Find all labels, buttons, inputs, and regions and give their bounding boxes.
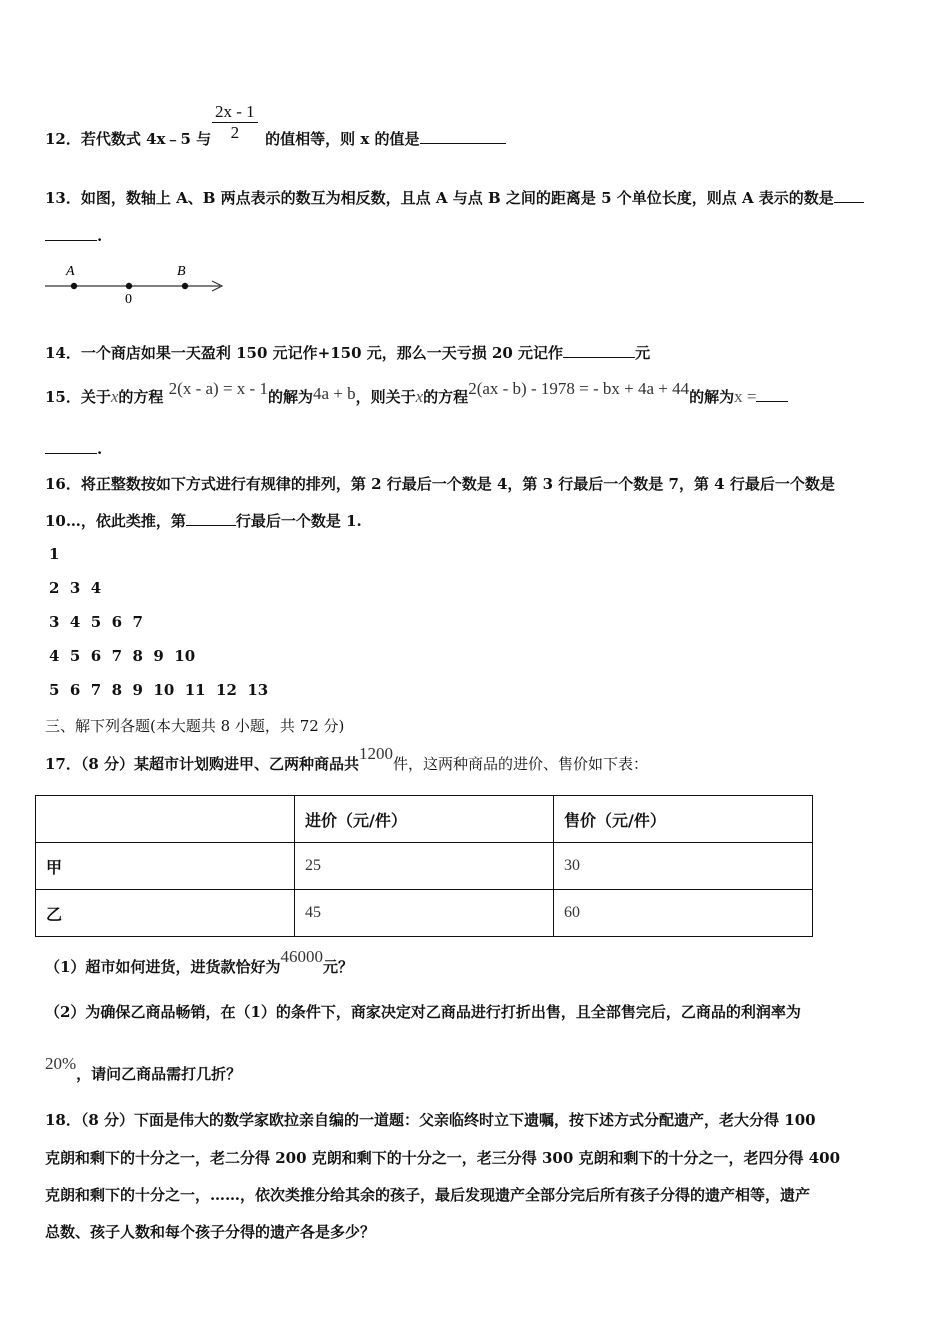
q12-suffix: 的值相等，则 x 的值是 [265, 130, 420, 148]
q14-prefix: 14．一个商店如果一天盈利 150 元记作+150 元，那么一天亏损 20 元记作 [45, 344, 564, 362]
q15-x2: x [415, 387, 424, 406]
q12-frac-numerator: 2x - 1 [212, 102, 258, 123]
price-table [35, 795, 813, 937]
q17-sub2-suffix: ，请问乙商品需打几折？ [76, 1065, 242, 1083]
table-header-cell: 进价（元/件） [295, 796, 554, 843]
table-header-cell: 售价（元/件） [554, 796, 813, 843]
q15-x1: x [110, 387, 119, 406]
q15-line2 [45, 440, 102, 458]
label-zero: 0 [125, 292, 132, 307]
q13-line2-end: . [97, 227, 103, 245]
table-cell: 60 [554, 890, 813, 937]
q14-question [45, 342, 650, 363]
q15-eq2: 2(ax - b) - 1978 = - bx + 4a + 44 [468, 379, 690, 398]
label-a: A [66, 264, 75, 279]
q18-line3: 克朗和剩下的十分之一，……，依次类推分给其余的孩子，最后发现遗产全部分完后所有孩子分得的遗产相等，遗产 [45, 1186, 811, 1204]
q17-sub2-line2 [45, 1054, 242, 1084]
table-row [36, 890, 813, 937]
q17-question [45, 744, 649, 774]
q17-sub1-prefix: （1）超市如何进货，进货款恰好为 [45, 958, 281, 976]
section3-heading: 三、解下列各题(本大题共 8 小题，共 72 分) [45, 717, 345, 735]
q16-row-2: 2 3 4 [49, 579, 102, 597]
q12-prefix: 12．若代数式 4x﹣5 与 [45, 130, 212, 148]
point-a [71, 283, 77, 289]
q15-x3: x = [734, 387, 757, 406]
q17-sub1-amount: 46000 [280, 947, 323, 966]
q15-question [45, 379, 788, 407]
q17-sub1-suffix: 元？ [322, 958, 353, 976]
q13-answer-blank-2[interactable] [45, 240, 97, 241]
label-b: B [177, 264, 186, 279]
q16-line1: 16．将正整数按如下方式进行有规律的排列，第 2 行最后一个数是 4，第 3 行最后一个数是 7，第 4 行最后一个数是 [45, 475, 835, 493]
table-header-cell [36, 796, 295, 843]
q12-fraction [212, 102, 258, 143]
q17-sub2-line1: （2）为确保乙商品畅销，在（1）的条件下，商家决定对乙商品进行打折出售，且全部售完后，乙商品的利润率为 [45, 1003, 801, 1021]
q15-p4: ，则关于 [355, 388, 416, 406]
q13-question [45, 187, 864, 208]
q16-row-3: 3 4 5 6 7 [49, 613, 143, 631]
q16-row-4: 4 5 6 7 8 9 10 [49, 647, 196, 665]
q12-frac-denominator: 2 [230, 123, 240, 142]
table-cell: 甲 [36, 843, 295, 890]
q15-answer-blank-2[interactable] [45, 453, 97, 454]
q14-suffix: 元 [635, 344, 651, 362]
q15-p1: 15．关于 [45, 388, 111, 406]
table-cell: 乙 [36, 890, 295, 937]
q13-line2 [45, 227, 102, 245]
q13-answer-blank-1[interactable] [834, 202, 864, 203]
q12-question [45, 128, 506, 149]
table-cell: 25 [295, 843, 554, 890]
point-zero [126, 283, 132, 289]
q15-p2: 的方程 [118, 388, 164, 406]
q18-line4: 总数、孩子人数和每个孩子分得的遗产各是多少？ [45, 1223, 376, 1241]
q17-sub2-rate: 20% [45, 1054, 77, 1073]
q13-text: 13．如图，数轴上 A、B 两点表示的数互为相反数，且点 A 与点 B 之间的距离是 5 个单位长度，则点 A 表示的数是 [45, 189, 834, 207]
q15-answer-blank-1[interactable] [756, 401, 788, 402]
q18-line2: 克朗和剩下的十分之一，老二分得 200 克朗和剩下的十分之一，老三分得 300 克朗和剩下的十分之一，老四分得 400 [45, 1149, 841, 1167]
table-cell: 45 [295, 890, 554, 937]
point-b [182, 283, 188, 289]
q16-line2 [45, 510, 362, 531]
number-line-figure [40, 262, 230, 308]
q15-p6: 的解为 [689, 388, 735, 406]
q16-row-5: 5 6 7 8 9 10 11 12 13 [49, 681, 269, 699]
q15-line2-end: . [97, 440, 103, 458]
q17-sub1 [45, 947, 353, 977]
q16-answer-blank[interactable] [186, 525, 236, 526]
q16-line2-prefix: 10…，依此类推，第 [45, 512, 186, 530]
q17-prefix: 17．（8 分）某超市计划购进甲、乙两种商品共 [45, 755, 360, 773]
q17-suffix: 件，这两种商品的进价、售价如下表： [393, 755, 649, 773]
table-header-row [36, 796, 813, 843]
q15-p5: 的方程 [423, 388, 469, 406]
q17-count: 1200 [359, 744, 394, 763]
table-cell: 30 [554, 843, 813, 890]
q15-sol1: 4a + b [312, 384, 356, 403]
q12-answer-blank[interactable] [420, 143, 506, 144]
q16-line2-suffix: 行最后一个数是 1. [235, 512, 362, 530]
q16-row-1: 1 [49, 545, 60, 563]
q15-p3: 的解为 [267, 388, 313, 406]
q18-line1: 18．（8 分）下面是伟大的数学家欧拉亲自编的一道题：父亲临终时立下遗嘱，按下述方式分配遗产，老大分得 100 [45, 1111, 816, 1129]
q14-answer-blank[interactable] [563, 357, 635, 358]
table-row [36, 843, 813, 890]
q15-eq1: 2(x - a) = x - 1 [168, 379, 268, 398]
